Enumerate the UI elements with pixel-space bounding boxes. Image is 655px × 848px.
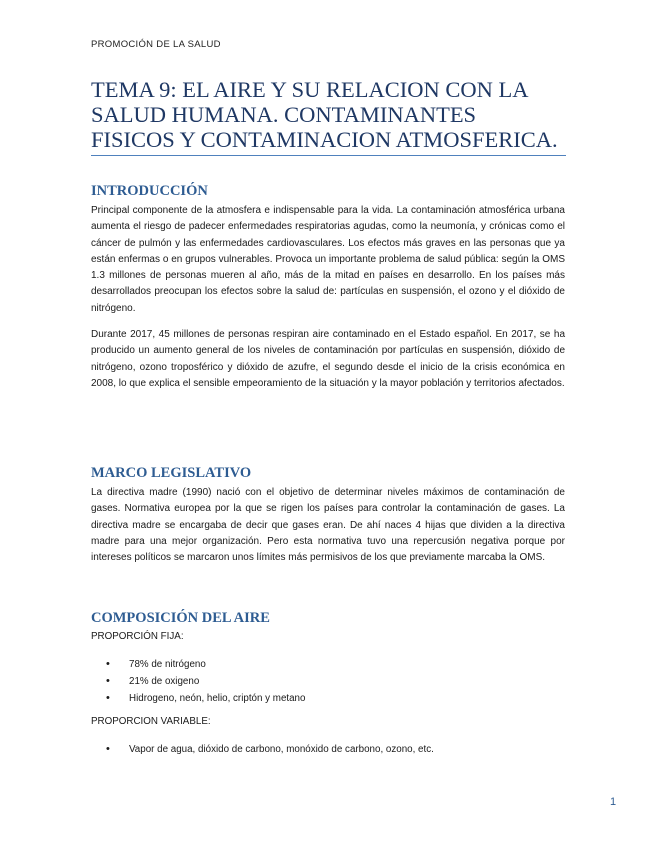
page-number: 1	[610, 796, 617, 808]
list-item: • Hidrogeno, neón, helio, criptón y metano	[91, 690, 565, 707]
list-item: • 21% de oxigeno	[91, 673, 565, 690]
intro-paragraph-2: Durante 2017, 45 millones de personas respiran aire contaminado en el Estado español. En 2017, se ha producido un aumento general de los niveles de contaminación por partículas en suspensión, dióxido de nitrógeno, ozono troposférico y dióxido de azufre, el segundo desde el inicio de la crisis económica en 2008, lo que explica el sensible empeoramiento de la situación y la mayor población y territorios afectados.	[91, 329, 565, 389]
page-header: PROMOCIÓN DE LA SALUD	[91, 39, 221, 50]
proporcion-variable-list	[91, 741, 565, 758]
section-heading-marco: MARCO LEGISLATIVO	[91, 465, 252, 481]
proporcion-fija-label: PROPORCIÓN FIJA:	[91, 631, 184, 642]
proporcion-variable-label: PROPORCION VARIABLE:	[91, 716, 211, 727]
section-heading-composicion: COMPOSICIÓN DEL AIRE	[91, 610, 270, 626]
page-title: TEMA 9: EL AIRE Y SU RELACION CON LA SALUD HUMANA. CONTAMINANTES FISICOS Y CONTAMINACION ATMOSFERICA.	[91, 77, 558, 152]
list-item: • Vapor de agua, dióxido de carbono, monóxido de carbono, ozono, etc.	[91, 741, 565, 758]
section-composicion	[91, 609, 565, 758]
section-heading-introduccion: INTRODUCCIÓN	[91, 183, 208, 199]
proporcion-fija-list	[91, 656, 565, 707]
section-marco-legislativo	[91, 464, 565, 566]
title-divider	[91, 155, 566, 156]
section-introduccion	[91, 182, 565, 392]
list-item: • 78% de nitrógeno	[91, 656, 565, 673]
intro-paragraph-1: Principal componente de la atmosfera e indispensable para la vida. La contaminación atmosférica urbana aumenta el riesgo de padecer enfermedades respiratorias agudas, como la neumonía, y crónicas como el cáncer de pulmón y las enfermedades cardiovasculares. Los efectos más graves en las personas que ya están enfermas o en grupos vulnerables. Provoca un importante problema de salud pública: según la OMS 1.3 millones de personas mueren al año, más de la mitad en países en desarrollo. En los países más desarrollados preocupan los efectos sobre la salud de: partículas en suspensión, el ozono y el dióxido de nitrógeno.	[91, 205, 565, 314]
marco-paragraph: La directiva madre (1990) nació con el objetivo de determinar niveles máximos de contaminación de gases. Normativa europea por la que se rigen los países para controlar la contaminación de gases. La directiva madre se encargaba de decir que gases eran. De ahí naces 4 hijas que dividen a la directiva madre para una mejor organización. Pero esta normativa tuvo una repercusión negativa porque por intereses políticos se marcaron unos límites más permisivos de los que previamente marcaba la OMS.	[91, 487, 565, 564]
